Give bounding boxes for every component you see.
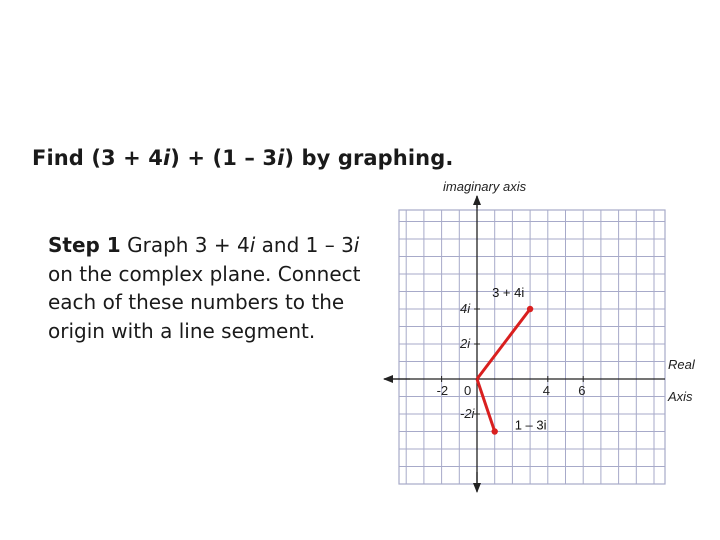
step-heading: Step 1: [48, 233, 121, 257]
x-tick-label: -2: [436, 383, 449, 398]
real-axis-label: Real: [668, 357, 695, 372]
slide-title: Find (3 + 4i) + (1 – 3i) by graphing.: [32, 146, 454, 170]
segment-to-point: [477, 379, 495, 432]
point-marker: [527, 306, 533, 312]
point-label: 1 – 3i: [514, 417, 547, 433]
point-segments: [477, 285, 547, 435]
imaginary-axis-label: imaginary axis: [443, 179, 527, 194]
grid-lines: [399, 210, 665, 484]
y-tick-label: -2i: [460, 406, 475, 421]
x-tick-label: 4: [542, 383, 551, 398]
y-tick-label: 2i: [460, 336, 471, 351]
y-tick-label: 4i: [460, 301, 471, 316]
x-tick-label: 0: [464, 383, 472, 398]
step-1-instructions: Step 1 Graph 3 + 4i and 1 – 3i on the complex plane. Connect each of these numbers to the origin with a line segment.: [48, 233, 361, 343]
point-label: 3 + 4i: [492, 285, 525, 300]
point-marker: [492, 428, 498, 434]
grid-border: [399, 210, 665, 484]
x-tick-label: 6: [578, 383, 586, 398]
real-axis-label-2: Axis: [668, 389, 693, 404]
complex-plane-graph: [370, 172, 710, 502]
